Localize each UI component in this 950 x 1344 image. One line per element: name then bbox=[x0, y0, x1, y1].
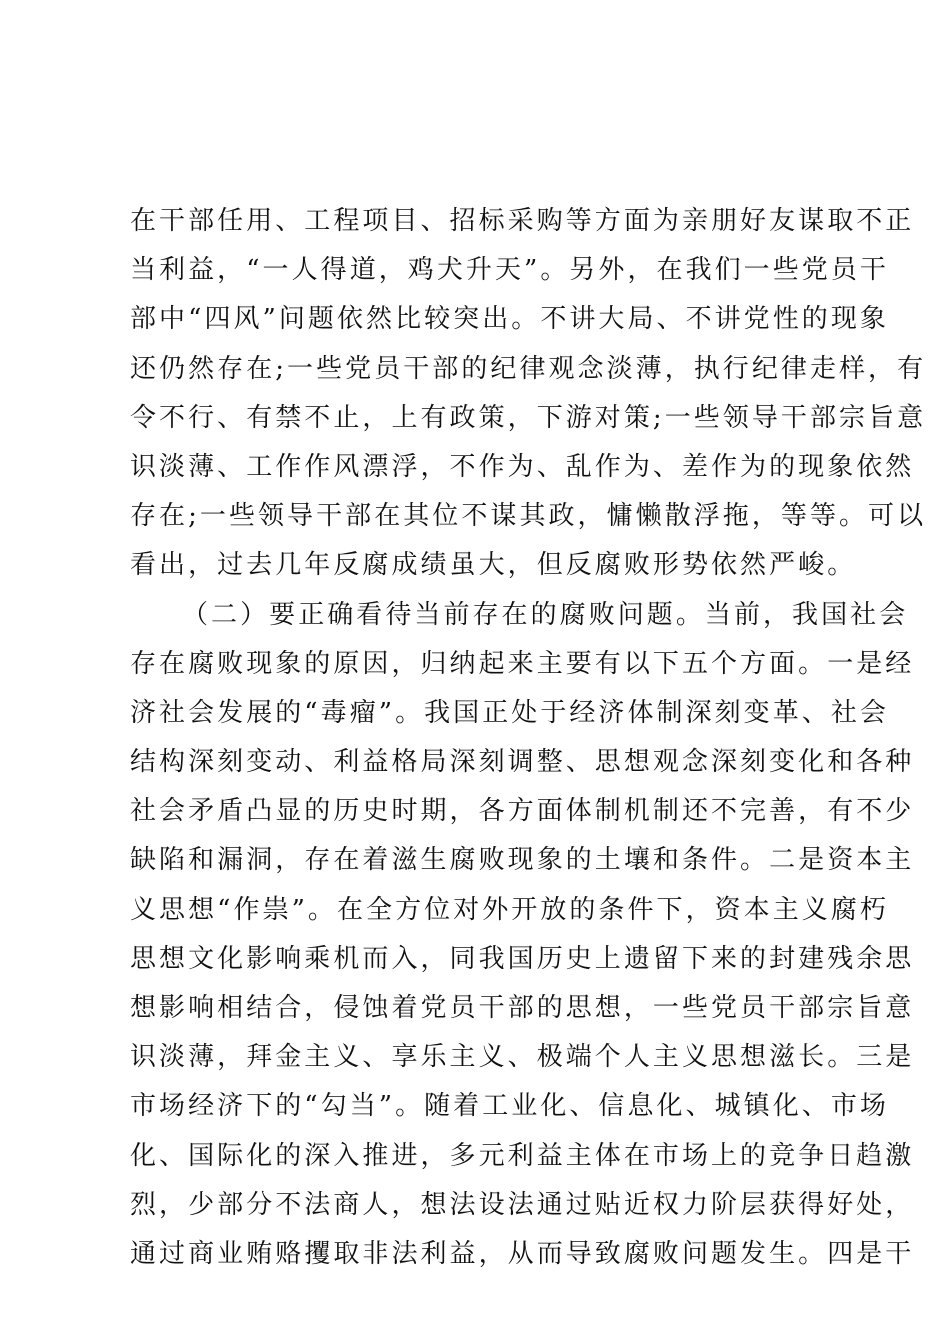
text-line: 还仍然存在;一些党员干部的纪律观念淡薄，执行纪律走样，有 bbox=[130, 353, 927, 384]
text-line: 思想文化影响乘机而入，同我国历史上遗留下来的封建残余思 bbox=[130, 943, 915, 974]
text-line: 存在腐败现象的原因，归纳起来主要有以下五个方面。一是经 bbox=[130, 648, 915, 679]
document-body bbox=[130, 197, 927, 1279]
text-line: 结构深刻变动、利益格局深刻调整、思想观念深刻变化和各种 bbox=[130, 747, 915, 778]
text-line: 部中“四风”问题依然比较突出。不讲大局、不讲党性的现象 bbox=[130, 304, 889, 335]
text-line: 济社会发展的“毒瘤”。我国正处于经济体制深刻变革、社会 bbox=[130, 697, 889, 728]
text-line: 烈，少部分不法商人，想法设法通过贴近权力阶层获得好处， bbox=[130, 1189, 915, 1220]
text-line: 存在;一些领导干部在其位不谋其政，慵懒散浮拖，等等。可以 bbox=[130, 501, 927, 532]
text-line: 化、国际化的深入推进，多元利益主体在市场上的竞争日趋激 bbox=[130, 1140, 915, 1171]
text-line: 缺陷和漏洞，存在着滋生腐败现象的土壤和条件。二是资本主 bbox=[130, 845, 915, 876]
text-line: 想影响相结合，侵蚀着党员干部的思想，一些党员干部宗旨意 bbox=[130, 993, 915, 1023]
text-line: 通过商业贿赂攫取非法利益，从而导致腐败问题发生。四是干 bbox=[130, 1238, 915, 1269]
text-line: 看出，过去几年反腐成绩虽大，但反腐败形势依然严峻。 bbox=[130, 550, 857, 581]
section-heading-line: （二）要正确看待当前存在的腐败问题。当前，我国社会 bbox=[182, 599, 909, 630]
text-line: 社会矛盾凸显的历史时期，各方面体制机制还不完善，有不少 bbox=[130, 796, 915, 827]
text-line: 令不行、有禁不止，上有政策，下游对策;一些领导干部宗旨意 bbox=[130, 402, 927, 433]
text-line: 识淡薄、工作作风漂浮，不作为、乱作为、差作为的现象依然 bbox=[130, 451, 915, 482]
text-line: 当利益，“一人得道，鸡犬升天”。另外，在我们一些党员干 bbox=[130, 255, 889, 286]
text-line: 义思想“作祟”。在全方位对外开放的条件下，资本主义腐朽 bbox=[130, 894, 889, 925]
text-line: 在干部任用、工程项目、招标采购等方面为亲朋好友谋取不正 bbox=[130, 206, 915, 236]
text-line: 市场经济下的“勾当”。随着工业化、信息化、城镇化、市场 bbox=[130, 1091, 889, 1122]
text-line: 识淡薄，拜金主义、享乐主义、极端个人主义思想滋长。三是 bbox=[130, 1042, 915, 1073]
